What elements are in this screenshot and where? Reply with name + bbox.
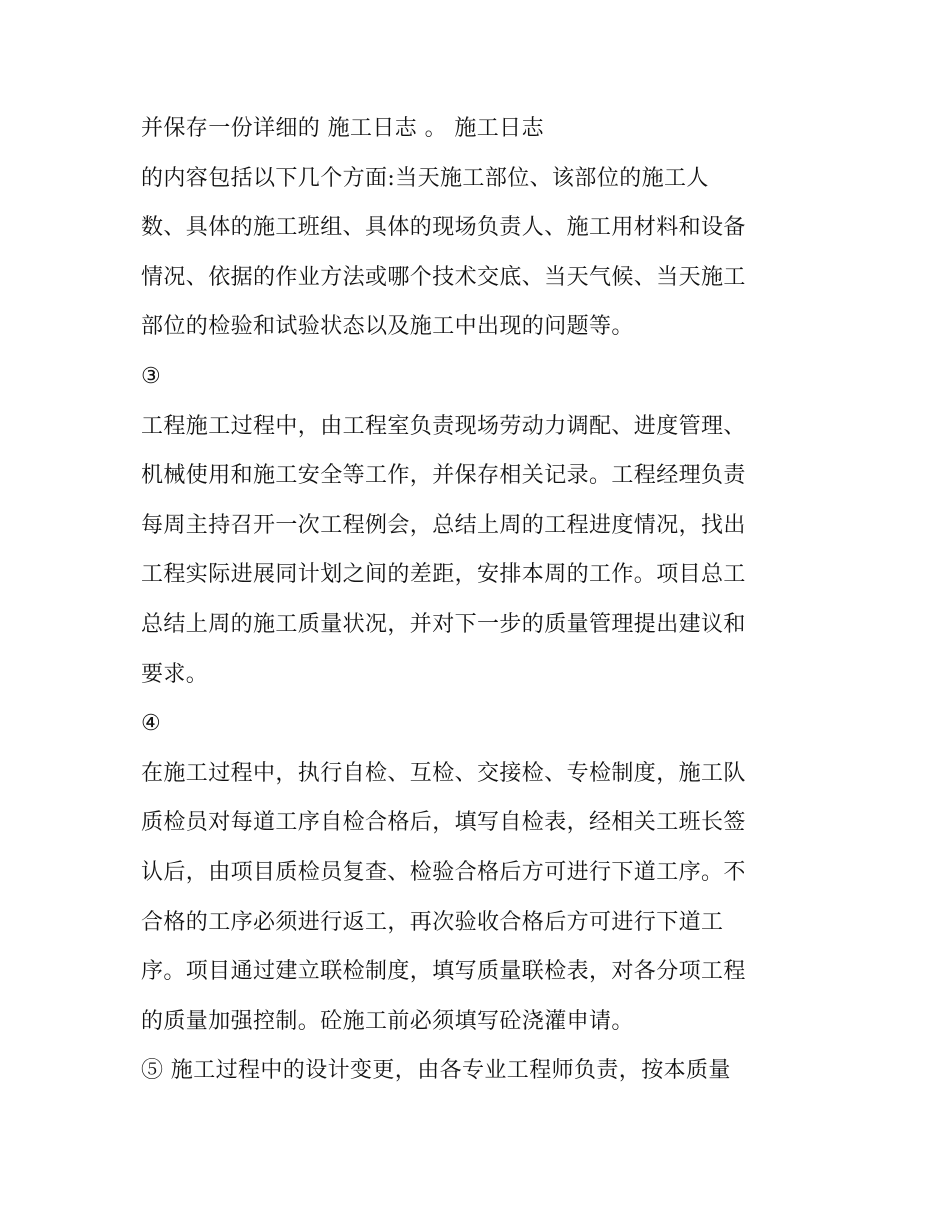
text-line: 总结上周的施工质量状况，并对下一步的质量管理提出建议和 (141, 611, 746, 637)
text-line: ⑤ 施工过程中的设计变更，由各专业工程师负责，按本质量 (141, 1058, 731, 1084)
text-line: 情况、依据的作业方法或哪个技术交底、当天气候、当天施工 (141, 264, 746, 290)
text-line: 的质量加强控制。砼施工前必须填写砼浇灌申请。 (141, 1008, 634, 1034)
list-marker-3: ③ (141, 363, 162, 389)
text-line: 并保存一份详细的 施工日志 。 施工日志 (141, 116, 544, 141)
body-text (141, 104, 831, 1096)
text-line: 在施工过程中，执行自检、互检、交接检、专检制度，施工队 (141, 760, 746, 786)
text-line: 机械使用和施工安全等工作，并保存相关记录。工程经理负责 (141, 463, 746, 489)
text-line: 数、具体的施工班组、具体的现场负责人、施工用材料和设备 (141, 215, 746, 241)
text-line: 工程施工过程中，由工程室负责现场劳动力调配、进度管理、 (141, 413, 746, 439)
list-marker-4: ④ (141, 711, 162, 737)
text-line: 部位的检验和试验状态以及施工中出现的问题等。 (141, 314, 634, 340)
text-line: 合格的工序必须进行返工，再次验收合格后方可进行下道工 (141, 909, 724, 935)
text-line: 每周主持召开一次工程例会，总结上周的工程进度情况，找出 (141, 512, 746, 538)
text-line: 序。项目通过建立联检制度，填写质量联检表，对各分项工程 (141, 959, 746, 985)
text-line: 质检员对每道工序自检合格后，填写自检表，经相关工班长签 (141, 810, 746, 836)
text-line: 的内容包括以下几个方面:当天施工部位、该部位的施工人 (141, 165, 709, 191)
text-line: 要求。 (141, 661, 209, 687)
text-line: 工程实际进展同计划之间的差距，安排本周的工作。项目总工 (141, 562, 746, 588)
text-line: 认后，由项目质检员复查、检验合格后方可进行下道工序。不 (141, 859, 746, 885)
